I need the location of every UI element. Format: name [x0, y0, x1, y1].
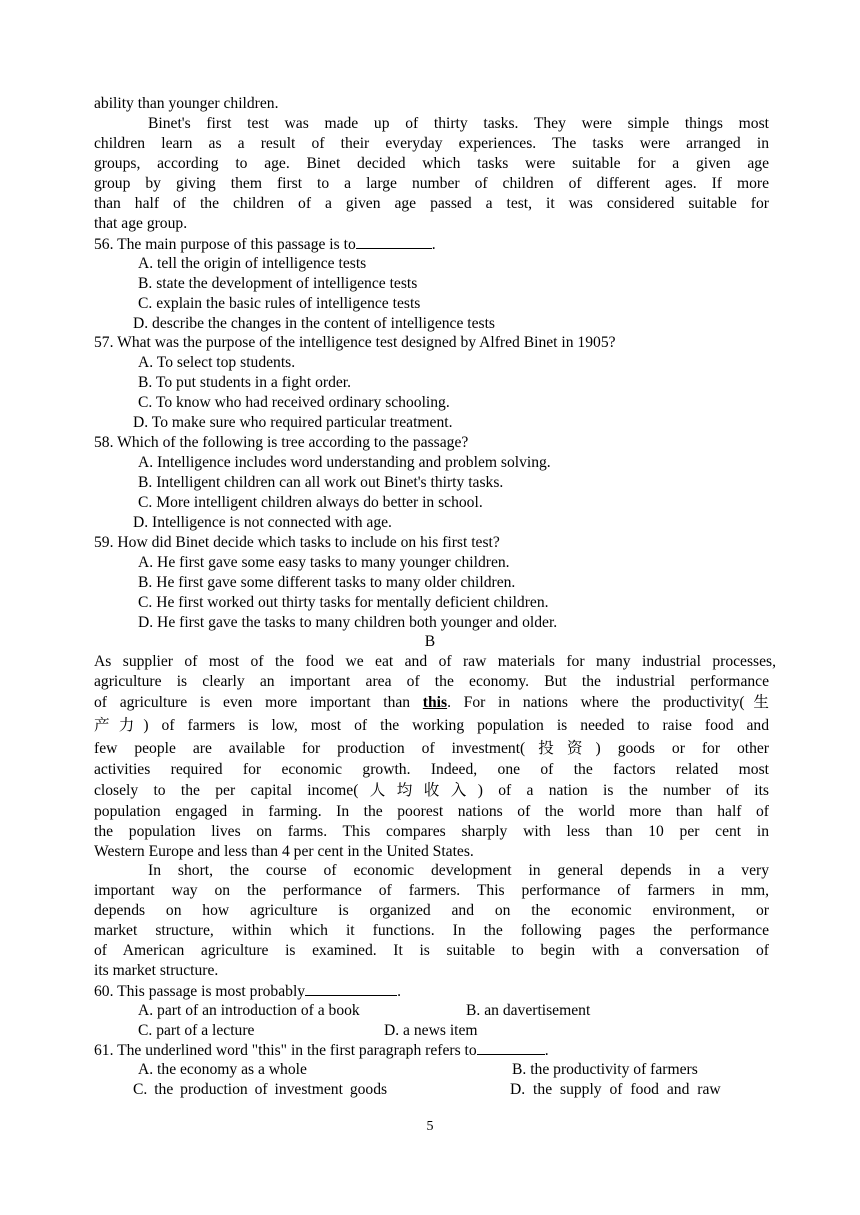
- option: B. the productivity of farmers: [512, 1061, 698, 1078]
- passage-b-line: 产力) of farmers is low, most of the working population is needed to raise food and: [94, 717, 769, 734]
- option: C. More intelligent children always do better in school.: [138, 494, 483, 511]
- option: A. Intelligence includes word understanding and problem solving.: [138, 454, 551, 471]
- option: D. Intelligence is not connected with age.: [133, 514, 392, 531]
- passage-b-line: agriculture is clearly an important area of the economy. But the industrial performance: [94, 673, 769, 690]
- answer-blank: [305, 981, 397, 996]
- question-59: 59. How did Binet decide which tasks to include on his first test?: [94, 534, 500, 551]
- question-stem: 61. The underlined word "this" in the first paragraph refers to: [94, 1042, 477, 1059]
- question-61: [94, 1040, 769, 1061]
- answer-blank: [356, 234, 432, 249]
- passage-b-line: In short, the course of economic development in general depends in a very: [148, 862, 769, 879]
- passage-b-line: market structure, within which it functions. In the following pages the performance: [94, 922, 769, 939]
- option: C. the production of investment goods: [133, 1081, 388, 1098]
- option: B. an davertisement: [466, 1002, 591, 1019]
- option: A. tell the origin of intelligence tests: [138, 255, 367, 272]
- option: C. To know who had received ordinary schooling.: [138, 394, 450, 411]
- question-57: 57. What was the purpose of the intelligence test designed by Alfred Binet in 1905?: [94, 334, 616, 351]
- question-60: [94, 981, 769, 1002]
- option: C. part of a lecture: [138, 1022, 255, 1039]
- question-58: 58. Which of the following is tree according to the passage?: [94, 434, 469, 451]
- passage-a-line: that age group.: [94, 215, 188, 232]
- question-stem: 56. The main purpose of this passage is to: [94, 236, 356, 253]
- passage-a-line: ability than younger children.: [94, 95, 279, 112]
- passage-a-line: children learn as a result of their everyday experiences. The tasks were arranged in: [94, 135, 769, 152]
- option: C. explain the basic rules of intelligence tests: [138, 295, 421, 312]
- option: B. To put students in a fight order.: [138, 374, 352, 391]
- question-end: .: [544, 1042, 549, 1059]
- option: A. part of an introduction of a book: [138, 1002, 360, 1019]
- section-b-heading: B: [424, 633, 436, 650]
- option: D. describe the changes in the content of intelligence tests: [133, 315, 495, 332]
- page-number: 5: [426, 1119, 434, 1134]
- passage-b-line: of agriculture is even more important than this. For in nations where the productivity(生: [94, 694, 769, 711]
- question-56: [94, 234, 769, 255]
- option: C. He first worked out thirty tasks for mentally deficient children.: [138, 594, 549, 611]
- option: D. To make sure who required particular treatment.: [133, 414, 453, 431]
- answer-blank: [477, 1040, 545, 1055]
- underlined-keyword: this: [422, 694, 448, 711]
- passage-b-line: As supplier of most of the food we eat and of raw materials for many industrial processes,: [94, 653, 776, 670]
- passage-a-line: group by giving them first to a large number of children of different ages. If more: [94, 175, 769, 192]
- option: A. the economy as a whole: [138, 1061, 307, 1078]
- passage-b-line: Western Europe and less than 4 per cent in the United States.: [94, 843, 474, 860]
- question-end: .: [397, 983, 401, 1000]
- passage-b-line: population engaged in farming. In the poorest nations of the world more than half of: [94, 803, 769, 820]
- question-end: .: [431, 236, 436, 253]
- passage-b-line: activities required for economic growth. Indeed, one of the factors related most: [94, 761, 769, 778]
- passage-b-line: of American agriculture is examined. It is suitable to begin with a conversation of: [94, 942, 769, 959]
- passage-b-line: depends on how agriculture is organized and on the economic environment, or: [94, 902, 769, 919]
- option: A. To select top students.: [138, 354, 296, 371]
- option: B. Intelligent children can all work out Binet's thirty tasks.: [138, 474, 504, 491]
- option: B. state the development of intelligence tests: [138, 275, 418, 292]
- option: D. the supply of food and raw: [510, 1081, 721, 1098]
- option: B. He first gave some different tasks to many older children.: [138, 574, 516, 591]
- passage-a-line: than half of the children of a given age passed a test, it was considered suitable for: [94, 195, 769, 212]
- passage-b-line: important way on the performance of farmers. This performance of farmers in mm,: [94, 882, 769, 899]
- option: D. He first gave the tasks to many children both younger and older.: [138, 614, 558, 631]
- option: D. a news item: [384, 1022, 478, 1039]
- option: A. He first gave some easy tasks to many younger children.: [138, 554, 510, 571]
- passage-a-line: groups, according to age. Binet decided which tasks were suitable for a given age: [94, 155, 769, 172]
- passage-b-line: the population lives on farms. This compares sharply with less than 10 per cent in: [94, 823, 769, 840]
- question-stem: 60. This passage is most probably: [94, 983, 306, 1000]
- passage-b-line: closely to the per capital income(人均收入) of a nation is the number of its: [94, 782, 769, 799]
- passage-a-line: Binet's first test was made up of thirty tasks. They were simple things most: [148, 115, 769, 132]
- passage-b-line: its market structure.: [94, 962, 219, 979]
- passage-b-line: few people are available for production of investment(投资) goods or for other: [94, 740, 769, 757]
